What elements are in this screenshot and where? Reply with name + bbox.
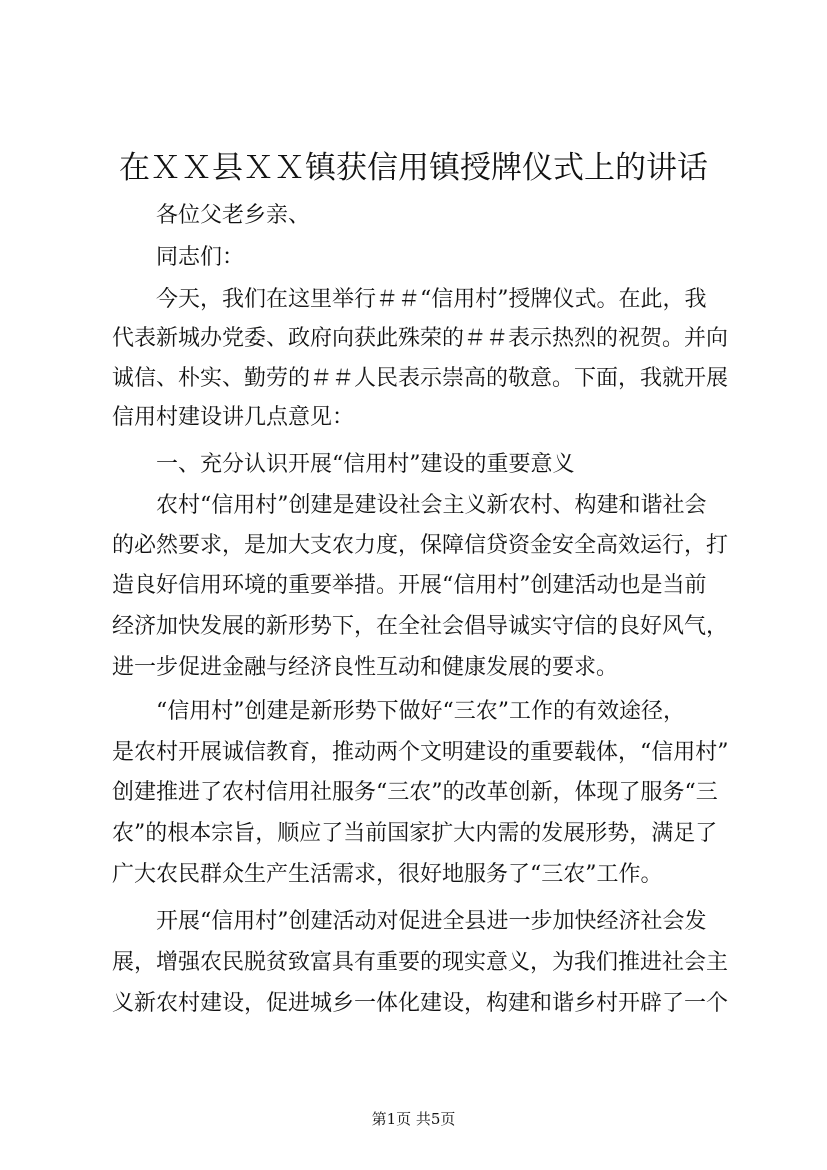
paragraph-line: 诚信、朴实、勤劳的＃＃人民表示崇高的敬意。下面，我就开展 <box>112 366 729 391</box>
paragraph-line: “信用村”创建是新形势下做好“三农”工作的有效途径， <box>156 699 685 724</box>
section-heading: 一、充分认识开展“信用村”建设的重要意义 <box>156 452 575 477</box>
paragraph-line: 代表新城办党委、政府向获此殊荣的＃＃表示热烈的祝贺。并向 <box>112 326 729 351</box>
document-title: 在ＸＸ县ＸＸ镇获信用镇授牌仪式上的讲话 <box>119 150 708 186</box>
paragraph-line: 是农村开展诚信教育，推动两个文明建设的重要载体，“信用村” <box>112 740 729 765</box>
paragraph-line: 的必然要求，是加大支农力度，保障信贷资金安全高效运行，打 <box>112 533 729 558</box>
paragraph-line: 农村“信用村”创建是建设社会主义新农村、构建和谐社会 <box>156 493 707 518</box>
page-number-footer: 第1页 共5页 <box>371 1110 456 1128</box>
paragraph-line: 今天，我们在这里举行＃＃“信用村”授牌仪式。在此，我 <box>156 287 707 312</box>
paragraph-line: 广大农民群众生产生活需求，很好地服务了“三农”工作。 <box>112 862 663 887</box>
paragraph-line: 造良好信用环境的重要举措。开展“信用村”创建活动也是当前 <box>112 573 707 598</box>
paragraph-line: 开展“信用村”创建活动对促进全县进一步加快经济社会发 <box>156 909 707 934</box>
salutation-line: 同志们： <box>156 245 245 270</box>
paragraph-line: 创建推进了农村信用社服务“三农”的改革创新，体现了服务“三 <box>112 780 718 805</box>
paragraph-line: 经济加快发展的新形势下，在全社会倡导诚实守信的良好风气， <box>112 614 729 639</box>
paragraph-line: 农”的根本宗旨，顺应了当前国家扩大内需的发展形势，满足了 <box>112 821 718 846</box>
paragraph-line: 进一步促进金融与经济良性互动和健康发展的要求。 <box>112 655 619 680</box>
salutation-line: 各位父老乡亲、 <box>156 203 311 228</box>
paragraph-line: 义新农村建设，促进城乡一体化建设，构建和谐乡村开辟了一个 <box>112 991 729 1016</box>
paragraph-line: 展，增强农民脱贫致富具有重要的现实意义，为我们推进社会主 <box>112 950 729 975</box>
paragraph-line: 信用村建设讲几点意见： <box>112 405 355 430</box>
